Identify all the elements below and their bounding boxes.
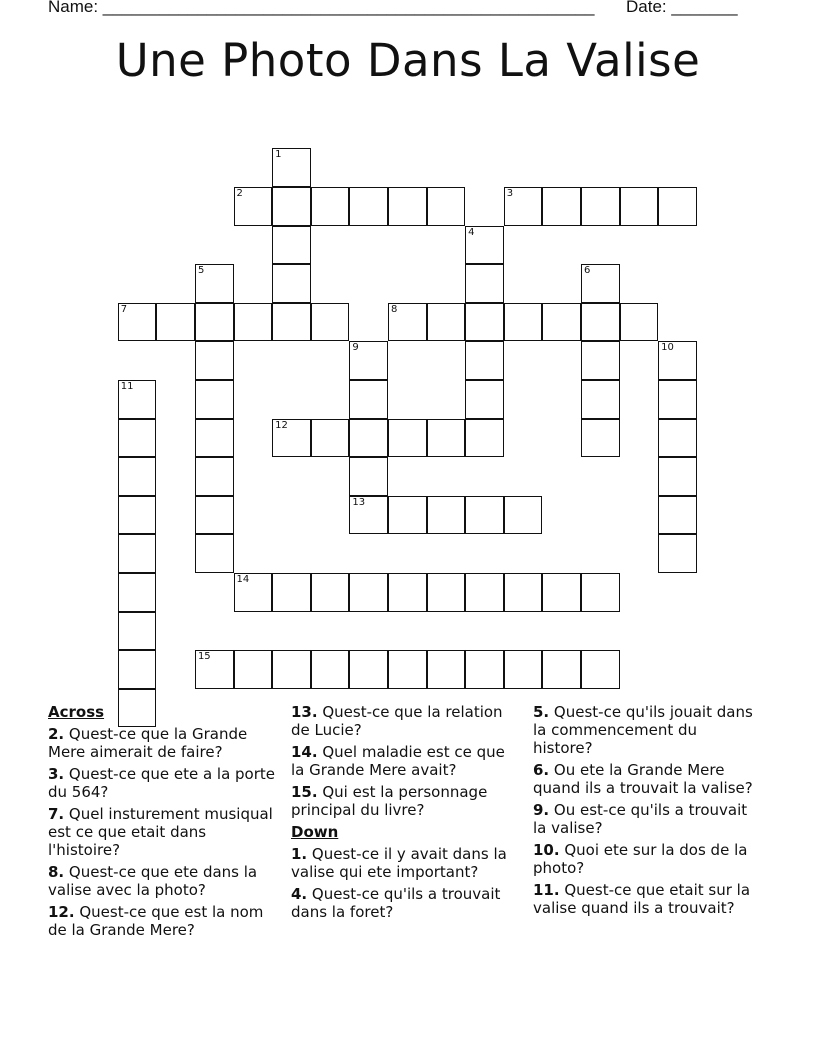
- crossword-cell[interactable]: [542, 303, 581, 342]
- crossword-cell[interactable]: [272, 419, 311, 458]
- crossword-cell[interactable]: [388, 419, 427, 458]
- clue-number-label: 10: [661, 342, 674, 354]
- crossword-cell[interactable]: [427, 573, 466, 612]
- clue-text: Quest-ce que la relation de Lucie?: [291, 703, 503, 739]
- clue-text: Quel maladie est ce que la Grande Mere avait?: [291, 743, 505, 779]
- clue-number-label: 8: [390, 303, 398, 315]
- crossword-cell[interactable]: [311, 573, 350, 612]
- crossword-cell[interactable]: [234, 187, 273, 226]
- clue-across-3: [48, 765, 276, 801]
- crossword-cell[interactable]: [504, 303, 543, 342]
- clue-text: Quoi ete sur la dos de la photo?: [533, 841, 748, 877]
- clue-number: 2.: [48, 725, 65, 743]
- crossword-cell[interactable]: [581, 380, 620, 419]
- crossword-cell[interactable]: [542, 573, 581, 612]
- clue-number-label: 14: [236, 573, 250, 585]
- clue-text: Quest-ce que ete dans la valise avec la photo?: [48, 863, 258, 899]
- crossword-cell[interactable]: [272, 187, 311, 226]
- crossword-cell[interactable]: [311, 419, 350, 458]
- clue-number: 11.: [533, 881, 560, 899]
- clue-number: 12.: [48, 903, 75, 921]
- crossword-cell[interactable]: [272, 264, 311, 303]
- crossword-cell[interactable]: [658, 534, 697, 573]
- crossword-cell[interactable]: [542, 650, 581, 689]
- crossword-cell[interactable]: [118, 380, 157, 419]
- crossword-cell[interactable]: [581, 264, 620, 303]
- clue-across-12: [48, 903, 276, 939]
- crossword-cell[interactable]: [118, 573, 157, 612]
- crossword-cell[interactable]: [234, 303, 273, 342]
- crossword-cell[interactable]: [349, 341, 388, 380]
- crossword-cell[interactable]: [388, 303, 427, 342]
- date-field[interactable]: Date: _______: [626, 0, 738, 16]
- page-title: Une Photo Dans La Valise: [115, 34, 701, 87]
- crossword-cell[interactable]: [427, 419, 466, 458]
- clue-number-label: 9: [352, 342, 359, 354]
- clue-across-15: [291, 783, 519, 819]
- clue-down-1: [291, 845, 519, 881]
- crossword-cell[interactable]: [118, 534, 157, 573]
- crossword-cell[interactable]: [504, 573, 543, 612]
- crossword-cell[interactable]: [427, 187, 466, 226]
- clue-number: 1.: [291, 845, 308, 863]
- crossword-cell[interactable]: [581, 650, 620, 689]
- crossword-cell[interactable]: [658, 457, 697, 496]
- clue-text: Quest-ce que est la nom de la Grande Mere?: [48, 903, 264, 939]
- clue-down-4: [291, 885, 519, 921]
- clue-across-14: [291, 743, 519, 779]
- crossword-cell[interactable]: [349, 573, 388, 612]
- crossword-cell[interactable]: [465, 226, 504, 265]
- clue-number-label: 1: [275, 149, 282, 161]
- crossword-cell[interactable]: [195, 341, 234, 380]
- crossword-cell[interactable]: [118, 303, 157, 342]
- crossword-cell[interactable]: [504, 496, 543, 535]
- crossword-cell[interactable]: [272, 148, 311, 187]
- clue-number: 3.: [48, 765, 65, 783]
- crossword-cell[interactable]: [195, 303, 234, 342]
- clue-number: 9.: [533, 801, 550, 819]
- clue-text: Quest-ce qu'ils a trouvait dans la foret?: [291, 885, 501, 921]
- crossword-cell[interactable]: [465, 573, 504, 612]
- clue-number-label: 15: [197, 651, 211, 663]
- clue-down-6: [533, 761, 761, 797]
- crossword-cell[interactable]: [349, 187, 388, 226]
- clue-down-10: [533, 841, 761, 877]
- crossword-cell[interactable]: [195, 264, 234, 303]
- across-heading: Across: [48, 703, 105, 721]
- clue-across-7: [48, 805, 276, 859]
- crossword-cell[interactable]: [118, 612, 157, 651]
- clues-column-2: [291, 703, 519, 925]
- crossword-cell[interactable]: [427, 303, 466, 342]
- clue-number: 10.: [533, 841, 560, 859]
- crossword-cell[interactable]: [465, 496, 504, 535]
- clue-down-9: [533, 801, 761, 837]
- clue-number: 7.: [48, 805, 65, 823]
- crossword-cell[interactable]: [581, 573, 620, 612]
- crossword-cell[interactable]: [658, 341, 697, 380]
- clue-number: 8.: [48, 863, 65, 881]
- clue-number: 14.: [291, 743, 318, 761]
- crossword-cell[interactable]: [195, 380, 234, 419]
- clue-number-label: 4: [468, 226, 475, 238]
- crossword-cell[interactable]: [195, 496, 234, 535]
- crossword-cell[interactable]: [311, 303, 350, 342]
- crossword-cell[interactable]: [195, 534, 234, 573]
- crossword-cell[interactable]: [388, 187, 427, 226]
- clue-text: Quest-ce que ete a la porte du 564?: [48, 765, 276, 801]
- clues-column-3: [533, 703, 761, 921]
- clue-text: Quest-ce il y avait dans la valise qui ete important?: [291, 845, 507, 881]
- crossword-cell[interactable]: [311, 187, 350, 226]
- clue-text: Quest-ce que la Grande Mere aimerait de faire?: [48, 725, 248, 761]
- clue-number-label: 2: [236, 187, 243, 199]
- clue-down-5: [533, 703, 761, 757]
- crossword-cell[interactable]: [504, 187, 543, 226]
- clue-across-13: [291, 703, 519, 739]
- clue-number-label: 6: [583, 265, 591, 277]
- crossword-cell[interactable]: [504, 650, 543, 689]
- clue-text: Quel insturement musiqual est ce que etait dans l'histoire?: [48, 805, 273, 859]
- clue-number: 4.: [291, 885, 308, 903]
- crossword-cell[interactable]: [349, 380, 388, 419]
- crossword-cell[interactable]: [234, 573, 273, 612]
- crossword-cell[interactable]: [272, 226, 311, 265]
- crossword-cell[interactable]: [581, 187, 620, 226]
- clue-number: 6.: [533, 761, 550, 779]
- clue-text: Ou ete la Grande Mere quand ils a trouvait la valise?: [533, 761, 753, 797]
- crossword-cell[interactable]: [272, 650, 311, 689]
- crossword-cell[interactable]: [581, 341, 620, 380]
- crossword-cell[interactable]: [658, 419, 697, 458]
- clue-across-8: [48, 863, 276, 899]
- clue-text: Quest-ce qu'ils jouait dans la commencement du histore?: [533, 703, 753, 757]
- clue-number-label: 11: [120, 380, 134, 392]
- clue-across-2: [48, 725, 276, 761]
- crossword-cell[interactable]: [658, 380, 697, 419]
- crossword-cell[interactable]: [195, 457, 234, 496]
- crossword-cell[interactable]: [195, 650, 234, 689]
- crossword-cell[interactable]: [620, 303, 659, 342]
- crossword-cell[interactable]: [465, 380, 504, 419]
- crossword-cell[interactable]: [465, 341, 504, 380]
- clue-number-label: 12: [275, 419, 288, 431]
- crossword-cell[interactable]: [465, 303, 504, 342]
- clue-number-label: 3: [506, 187, 514, 199]
- crossword-cell[interactable]: [542, 187, 581, 226]
- crossword-cell[interactable]: [349, 419, 388, 458]
- crossword-cell[interactable]: [195, 419, 234, 458]
- crossword-cell[interactable]: [581, 303, 620, 342]
- clue-number: 13.: [291, 703, 318, 721]
- crossword-cell[interactable]: [118, 496, 157, 535]
- crossword-cell[interactable]: [465, 264, 504, 303]
- crossword-cell[interactable]: [311, 650, 350, 689]
- clue-number-label: 13: [352, 496, 366, 508]
- crossword-cell[interactable]: [118, 457, 157, 496]
- clue-text: Quest-ce que etait sur la valise quand ils a trouvait?: [533, 881, 751, 917]
- crossword-cell[interactable]: [427, 496, 466, 535]
- crossword-cell[interactable]: [118, 419, 157, 458]
- clue-number: 15.: [291, 783, 318, 801]
- crossword-cell[interactable]: [465, 419, 504, 458]
- crossword-cell[interactable]: [272, 573, 311, 612]
- crossword-cell[interactable]: [658, 496, 697, 535]
- clue-number-label: 7: [120, 303, 128, 315]
- down-heading: Down: [291, 823, 339, 841]
- crossword-cell[interactable]: [349, 496, 388, 535]
- crossword-cell[interactable]: [349, 650, 388, 689]
- crossword-cell[interactable]: [388, 650, 427, 689]
- crossword-cell[interactable]: [620, 187, 659, 226]
- clue-text: Ou est-ce qu'ils a trouvait la valise?: [533, 801, 748, 837]
- crossword-cell[interactable]: [388, 496, 427, 535]
- crossword-cell[interactable]: [349, 457, 388, 496]
- name-field[interactable]: Name: ____________________________________________________: [48, 0, 595, 16]
- crossword-cell[interactable]: [427, 650, 466, 689]
- crossword-cell[interactable]: [118, 650, 157, 689]
- clue-number-label: 5: [197, 265, 205, 277]
- crossword-cell[interactable]: [156, 303, 195, 342]
- clue-number: 5.: [533, 703, 550, 721]
- clue-text: Qui est la personnage principal du livre?: [291, 783, 488, 819]
- clues-column-1: [48, 703, 276, 943]
- crossword-cell[interactable]: [234, 650, 273, 689]
- crossword-cell[interactable]: [465, 650, 504, 689]
- crossword-cell[interactable]: [658, 187, 697, 226]
- crossword-cell[interactable]: [581, 419, 620, 458]
- crossword-cell[interactable]: [272, 303, 311, 342]
- clue-down-11: [533, 881, 761, 917]
- crossword-cell[interactable]: [388, 573, 427, 612]
